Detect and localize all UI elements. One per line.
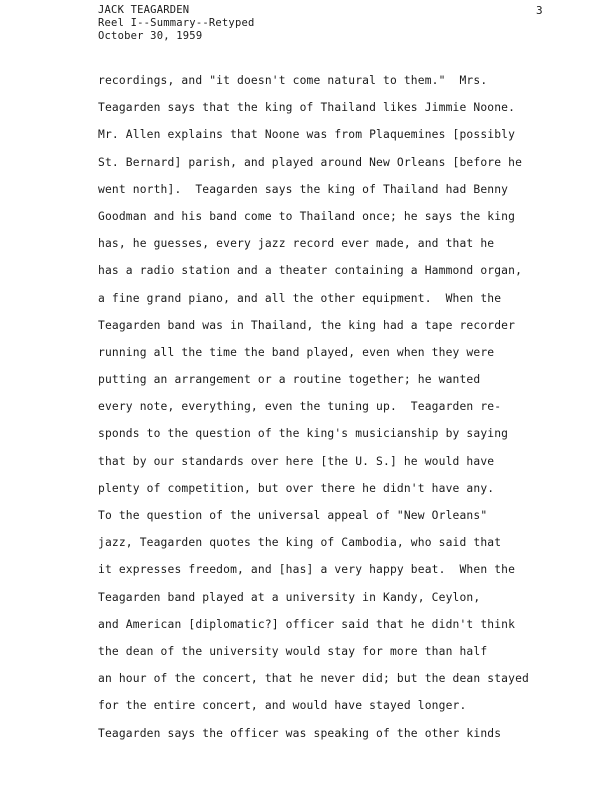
body-line: Teagarden says that the king of Thailand likes Jimmie Noone. <box>98 101 516 115</box>
body-line: sponds to the question of the king's musicianship by saying <box>98 427 509 441</box>
body-line: recordings, and "it doesn't come natural to them." Mrs. <box>98 74 488 87</box>
body-line: putting an arrangement or a routine together; he wanted <box>98 373 481 387</box>
body-line: for the entire concert, and would have stayed longer. <box>98 699 467 713</box>
body-line: has, he guesses, every jazz record ever made, and that he <box>98 237 495 251</box>
transcript-body <box>98 67 568 747</box>
body-line: has a radio station and a theater containing a Hammond organ, <box>98 264 523 278</box>
body-line: a fine grand piano, and all the other equipment. When the <box>98 291 502 305</box>
body-line: Teagarden says the officer was speaking of the other kinds <box>98 726 502 740</box>
body-line: running all the time the band played, even when they were <box>98 345 495 359</box>
header-date: October 30, 1959 <box>98 30 203 42</box>
body-line: jazz, Teagarden quotes the king of Cambodia, who said that <box>98 536 502 550</box>
body-line: plenty of competition, but over there he didn't have any. <box>98 481 495 495</box>
header-reel: Reel I--Summary--Retyped <box>98 17 255 29</box>
body-line: the dean of the university would stay for more than half <box>98 644 488 658</box>
body-line: Goodman and his band come to Thailand once; he says the king <box>98 209 516 223</box>
body-line: To the question of the universal appeal of "New Orleans" <box>98 509 488 522</box>
body-line: Mr. Allen explains that Noone was from Plaquemines [possibly <box>98 128 516 142</box>
page-number: 3 <box>536 4 543 17</box>
body-line: and American [diplomatic?] officer said that he didn't think <box>98 617 516 631</box>
body-line: Teagarden band played at a university in Kandy, Ceylon, <box>98 590 481 604</box>
body-line: an hour of the concert, that he never did; but the dean stayed <box>98 672 529 686</box>
body-line: every note, everything, even the tuning up. Teagarden re- <box>98 400 502 414</box>
body-line: that by our standards over here [the U. S.] he would have <box>98 454 495 468</box>
body-line: Teagarden band was in Thailand, the king had a tape recorder <box>98 318 516 332</box>
page-header <box>98 4 255 43</box>
body-line: St. Bernard] parish, and played around New Orleans [before he <box>98 155 523 169</box>
body-line: went north]. Teagarden says the king of Thailand had Benny <box>98 182 509 196</box>
body-line: it expresses freedom, and [has] a very happy beat. When the <box>98 563 516 577</box>
header-name: JACK TEAGARDEN <box>98 4 190 16</box>
